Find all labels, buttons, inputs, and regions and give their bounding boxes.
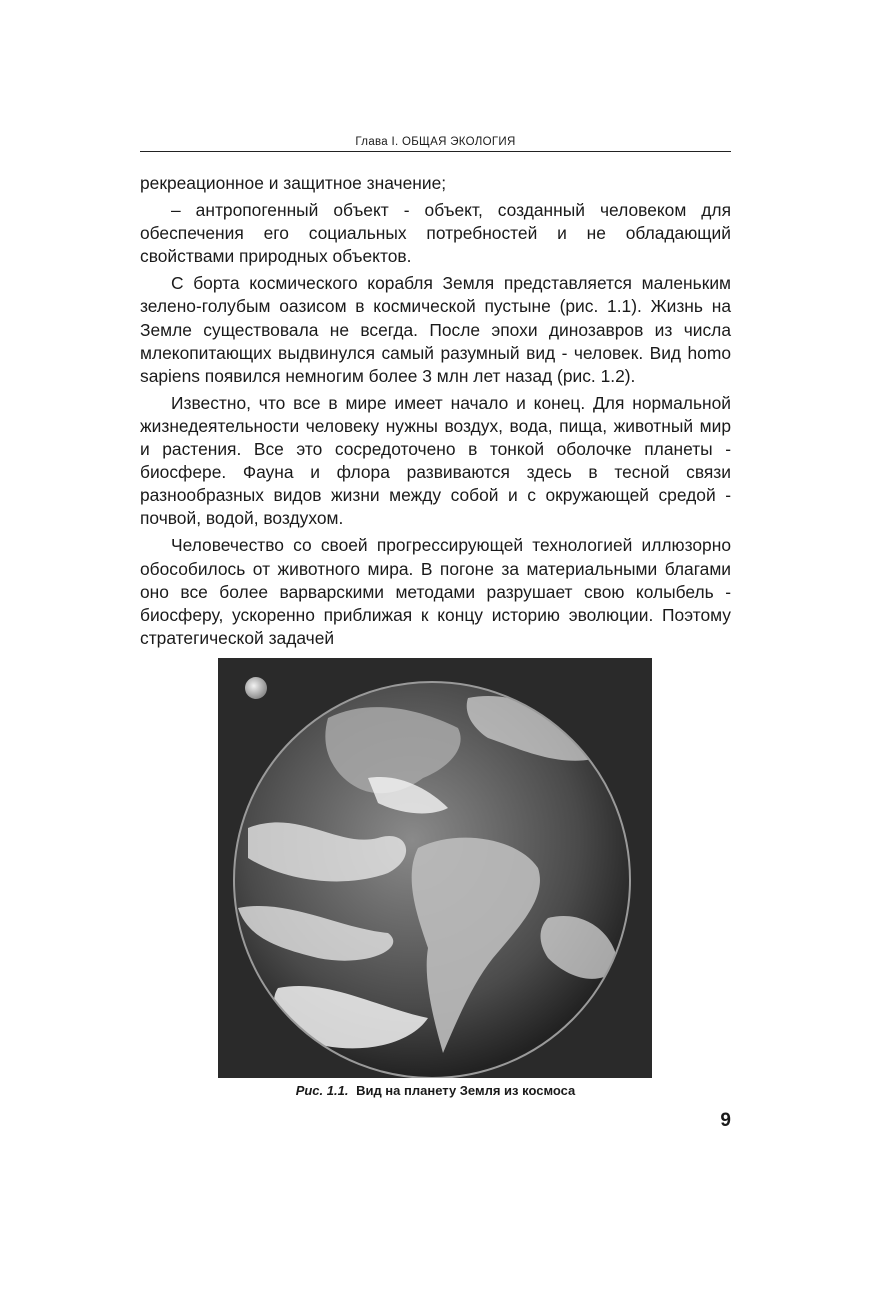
moon-shape [245,677,267,699]
paragraph: Известно, что все в мире имеет начало и конец. Для нормальной жизнедеятельности человеку нужны воздух, вода, пища, животный мир и растения. Все это сосредоточено в тонкой оболочке планеты - биосфере. Фауна и флора развиваются здесь в тесной связи разнообразных видов жизни между собой и с окружающей средой - почвой, водой, воздухом. [140,392,731,529]
body-text [140,172,731,654]
figure-caption-text: Вид на планету Земля из космоса [356,1083,576,1098]
paragraph: – антропогенный объект - объект, созданный человеком для обеспечения его социальных потребностей и не обладающий свойствами природных объектов. [140,200,731,267]
figure-label: Рис. 1.1. [295,1083,349,1098]
figure-caption [140,1083,731,1098]
paragraph: Человечество со своей прогрессирующей технологией иллюзорно обособилось от животного мира. В погоне за материальными благами оно все более варварскими методами разрушает свою колыбель - биосферу, ускоренно приближая к концу историю эволюции. Поэтому стратегической задачей [140,535,731,648]
page-number: 9 [720,1110,731,1131]
paragraph: С борта космического корабля Земля представляется маленьким зелено-голубым оазисом в космической пустыне (рис. 1.1). Жизнь на Земле существовала не всегда. После эпохи динозавров из числа млекопитающих выдвинулся самый разумный вид - человек. Вид homo sapiens появился немногим более 3 млн лет назад (рис. 1.2). [140,273,731,386]
running-header: Глава I. ОБЩАЯ ЭКОЛОГИЯ [140,136,731,152]
paragraph: рекреационное и защитное значение; [140,173,447,193]
earth-from-space-photo [218,658,652,1078]
earth-illustration [218,658,652,1078]
